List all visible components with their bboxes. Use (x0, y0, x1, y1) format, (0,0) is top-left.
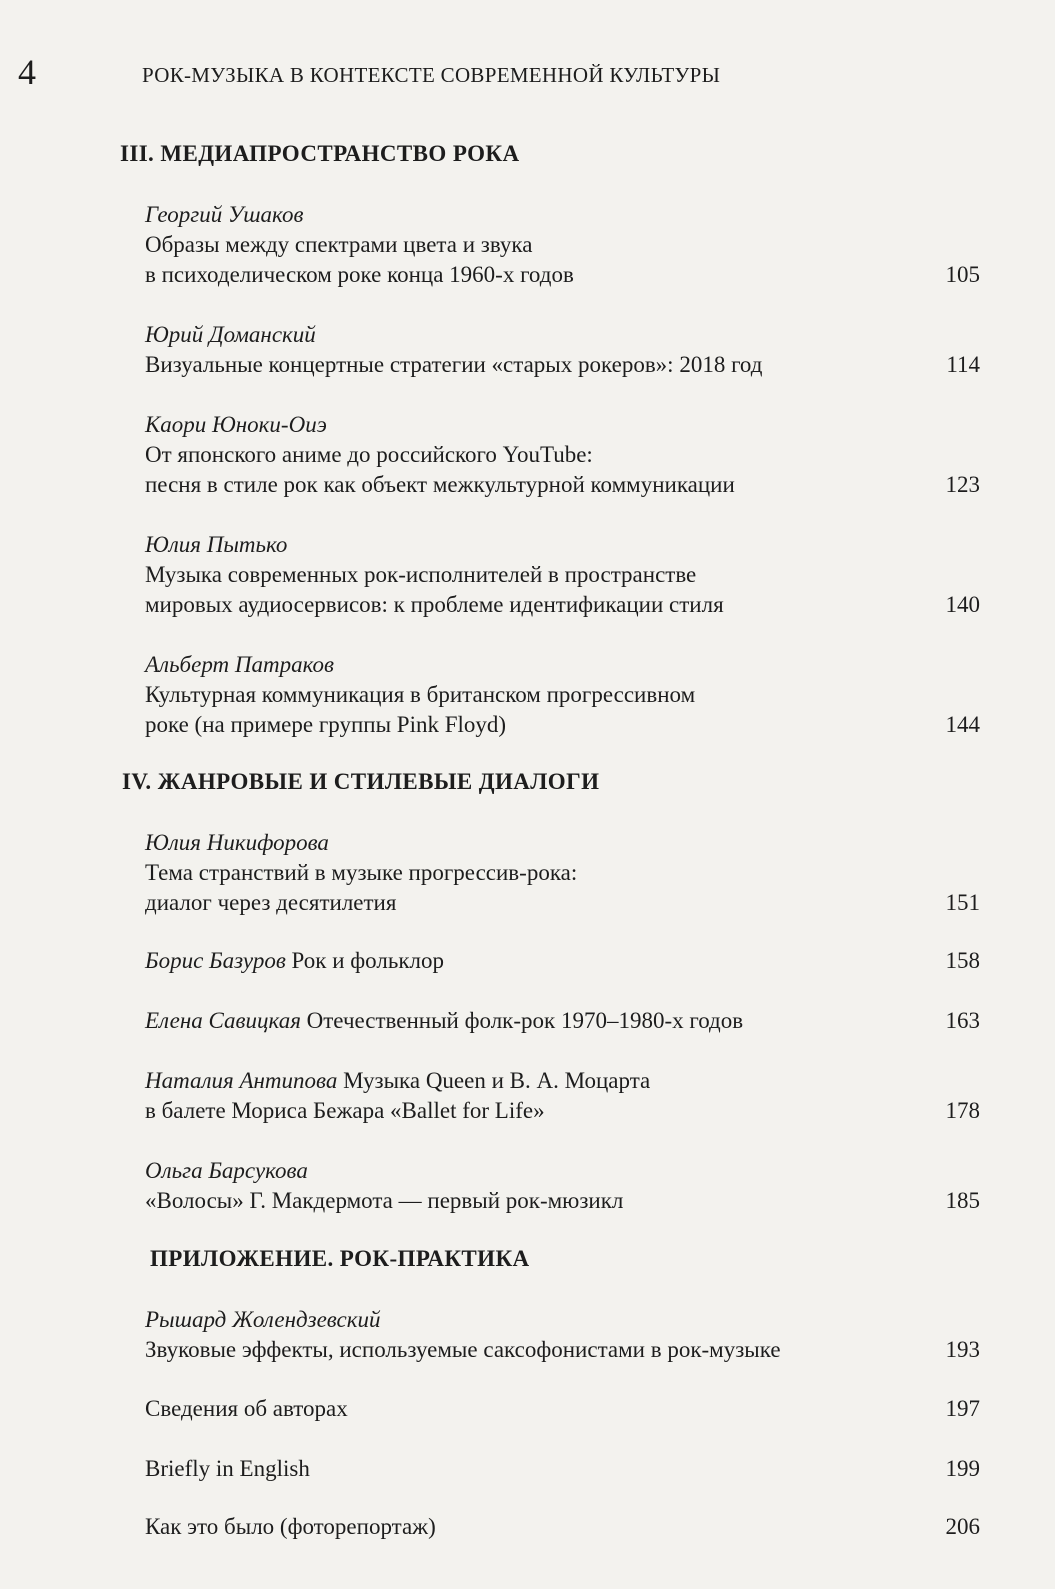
entry-title-line: Тема странствий в музыке прогрессив-рока: (145, 860, 578, 885)
entry-page-number: 158 (945, 948, 980, 973)
toc-entry[interactable] (145, 410, 980, 500)
entry-title-line: Музыка современных рок-исполнителей в пространстве (145, 562, 697, 587)
entry-page-number: 197 (945, 1396, 980, 1421)
entry-page-number: 105 (945, 262, 980, 287)
toc-entry[interactable] (145, 320, 980, 380)
entry-title-line: песня в стиле рок как объект межкультурной коммуникации (145, 472, 735, 497)
entry-page-number: 199 (945, 1456, 980, 1481)
section-title-appendix: ПРИЛОЖЕНИЕ. РОК-ПРАКТИКА (150, 1246, 530, 1271)
toc-entry[interactable] (145, 946, 980, 976)
section-title-genres: IV. ЖАНРОВЫЕ И СТИЛЕВЫЕ ДИАЛОГИ (122, 769, 600, 794)
entry-page-number: 206 (945, 1514, 980, 1539)
entry-author: Ольга Барсукова (145, 1158, 308, 1183)
entry-title-line: мировых аудиосервисов: к проблеме идентификации стиля (145, 592, 724, 617)
toc-entry[interactable] (145, 1454, 980, 1484)
entry-author: Юрий Доманский (145, 322, 316, 347)
entry-title-line: Отечественный фолк-рок 1970–1980-х годов (306, 1008, 744, 1033)
entry-title-line: «Волосы» Г. Макдермота — первый рок-мюзикл (145, 1188, 624, 1213)
toc-entry[interactable] (145, 828, 980, 918)
entry-title-line: в психоделическом роке конца 1960-х годов (145, 262, 574, 287)
entry-title-line: Образы между спектрами цвета и звука (145, 232, 533, 257)
entry-title-line: в балете Мориса Бежара «Ballet for Life» (145, 1098, 545, 1123)
entry-page-number: 163 (945, 1008, 980, 1033)
entry-title-line: Рок и фольклор (291, 948, 444, 973)
toc-entry[interactable] (145, 1006, 980, 1036)
entry-author: Каори Юноки-Оиэ (145, 412, 327, 437)
entry-page-number: 114 (946, 352, 980, 377)
page-number: 4 (18, 52, 36, 92)
entry-title-line: Сведения об авторах (145, 1396, 348, 1421)
entry-author: Юлия Пытько (145, 532, 288, 557)
entry-page-number: 144 (945, 712, 980, 737)
toc-entry[interactable] (145, 530, 980, 620)
section-title-media: III. МЕДИАПРОСТРАНСТВО РОКА (120, 141, 520, 166)
toc-entry[interactable] (145, 1156, 980, 1216)
entry-title-line: Briefly in English (145, 1456, 310, 1481)
entry-page-number: 178 (945, 1098, 980, 1123)
entry-page-number: 185 (945, 1188, 980, 1213)
entry-author: Георгий Ушаков (145, 202, 304, 227)
entry-author: Юлия Никифорова (145, 830, 329, 855)
toc-entry[interactable] (145, 650, 980, 740)
toc-entry[interactable] (145, 1394, 980, 1424)
entry-title-line: От японского аниме до российского YouTube: (145, 442, 593, 467)
entry-title-line: Культурная коммуникация в британском прогрессивном (145, 682, 696, 707)
entry-page-number: 123 (945, 472, 980, 497)
entry-title-line: Визуальные концертные стратегии «старых рокеров»: 2018 год (145, 352, 763, 377)
toc-entry[interactable] (145, 1066, 980, 1126)
entry-title-line: Как это было (фоторепортаж) (145, 1514, 436, 1539)
entry-title-line: роке (на примере группы Pink Floyd) (145, 712, 507, 737)
entry-title-line: диалог через десятилетия (145, 890, 397, 915)
entry-author: Елена Савицкая (145, 1008, 301, 1033)
entry-author: Борис Базуров (145, 948, 286, 973)
entry-author: Наталия Антипова (145, 1068, 338, 1093)
entry-author: Альберт Патраков (145, 652, 334, 677)
toc-entry[interactable] (145, 1512, 980, 1542)
entry-author: Рышард Жолендзевский (145, 1307, 381, 1332)
toc-entry[interactable] (145, 1305, 980, 1365)
running-head: РОК-МУЗЫКА В КОНТЕКСТЕ СОВРЕМЕННОЙ КУЛЬТУРЫ (142, 63, 721, 87)
entry-page-number: 193 (945, 1337, 980, 1362)
entry-title-line: Музыка Queen и В. А. Моцарта (343, 1068, 651, 1093)
entry-page-number: 140 (945, 592, 980, 617)
toc-entry[interactable] (145, 200, 980, 290)
entry-title-line: Звуковые эффекты, используемые саксофонистами в рок-музыке (145, 1337, 781, 1362)
entry-page-number: 151 (945, 890, 980, 915)
